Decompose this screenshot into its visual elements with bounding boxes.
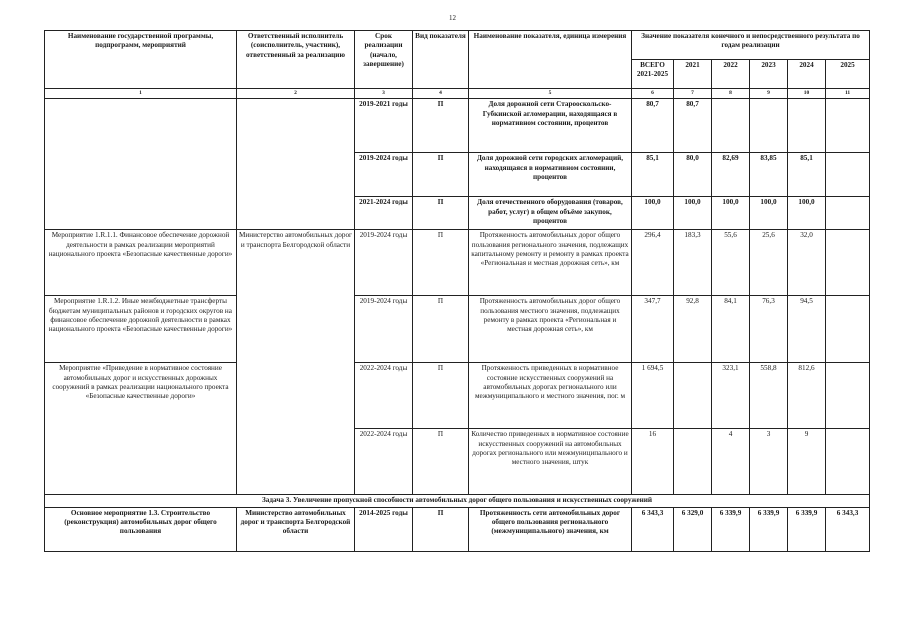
indicator-cell: Протяженность автомобильных дорог общего пользования регионального значения, подлежащих капитальному ремонту и ремонту в рамках проекта «Региональная и местная дорожная сеть», км [469, 230, 632, 296]
kind-cell: П [413, 507, 469, 551]
kind-cell: П [413, 230, 469, 296]
value-2025-cell [826, 153, 870, 197]
header-responsible: Ответственный исполнитель (соисполнитель, участник), ответственный за реализацию [237, 31, 355, 89]
value-2023-cell: 3 [750, 429, 788, 495]
kind-cell: П [413, 296, 469, 363]
kind-cell: П [413, 153, 469, 197]
column-numbers-row [45, 89, 870, 99]
header-2025: 2025 [826, 60, 870, 89]
value-2022-cell: 4 [712, 429, 750, 495]
value-2021-cell [674, 429, 712, 495]
header-2023: 2023 [750, 60, 788, 89]
value-2022-cell: 84,1 [712, 296, 750, 363]
term-cell: 2019-2024 годы [355, 230, 413, 296]
header-indicator: Наименование показателя, единица измерения [469, 31, 632, 89]
value-2025-cell [826, 429, 870, 495]
term-cell: 2019-2024 годы [355, 296, 413, 363]
task-row [45, 495, 870, 507]
table-row [45, 230, 870, 296]
value-2021-cell: 80,7 [674, 99, 712, 153]
total-cell: 16 [632, 429, 674, 495]
value-2023-cell: 6 339,9 [750, 507, 788, 551]
term-cell: 2019-2024 годы [355, 153, 413, 197]
kind-cell: П [413, 363, 469, 429]
total-cell: 296,4 [632, 230, 674, 296]
kind-cell: П [413, 197, 469, 230]
page-number: 12 [449, 14, 456, 22]
col-number: 9 [750, 89, 788, 99]
value-2025-cell [826, 230, 870, 296]
value-2025-cell [826, 296, 870, 363]
responsible-cell-empty [237, 99, 355, 230]
measure-name-cell: Мероприятие 1.R.1.2. Иные межбюджетные трансферты бюджетам муниципальных районов и городских округов на финансовое обеспечение дорожной деятельности в рамках национального проекта «Безопасные качественные дороги» [45, 296, 237, 363]
value-2021-cell: 6 329,0 [674, 507, 712, 551]
table-row [45, 99, 870, 153]
kind-cell: П [413, 429, 469, 495]
responsible-cell: Министерство автомобильных дорог и транспорта Белгородской области [237, 230, 355, 495]
value-2021-cell: 100,0 [674, 197, 712, 230]
total-cell: 80,7 [632, 99, 674, 153]
value-2023-cell: 76,3 [750, 296, 788, 363]
value-2021-cell: 183,3 [674, 230, 712, 296]
value-2024-cell: 812,6 [788, 363, 826, 429]
total-cell: 85,1 [632, 153, 674, 197]
col-number: 3 [355, 89, 413, 99]
value-2022-cell: 100,0 [712, 197, 750, 230]
kind-cell: П [413, 99, 469, 153]
value-2023-cell: 83,85 [750, 153, 788, 197]
col-number: 4 [413, 89, 469, 99]
col-number: 5 [469, 89, 632, 99]
total-cell: 347,7 [632, 296, 674, 363]
measure-name-cell: Мероприятие 1.R.1.1. Финансовое обеспечение дорожной деятельности в рамках реализации мероприятий национального проекта «Безопасные качественные дороги» [45, 230, 237, 296]
header-2022: 2022 [712, 60, 750, 89]
value-2024-cell: 94,5 [788, 296, 826, 363]
term-cell: 2021-2024 годы [355, 197, 413, 230]
value-2021-cell: 80,0 [674, 153, 712, 197]
value-2022-cell: 55,6 [712, 230, 750, 296]
total-cell: 6 343,3 [632, 507, 674, 551]
value-2022-cell: 6 339,9 [712, 507, 750, 551]
term-cell: 2014-2025 годы [355, 507, 413, 551]
main-measure-name-cell: Основное мероприятие 1.3. Строительство (реконструкция) автомобильных дорог общего пользования [45, 507, 237, 551]
indicator-cell: Доля дорожной сети городских агломераций, находящаяся в нормативном состоянии, процентов [469, 153, 632, 197]
indicator-cell: Протяженность автомобильных дорог общего пользования местного значения, подлежащих ремонту в рамках проекта «Региональная и местная дорожная сеть», км [469, 296, 632, 363]
col-number: 11 [826, 89, 870, 99]
value-2023-cell [750, 99, 788, 153]
header-total: ВСЕГО 2021-2025 [632, 60, 674, 89]
header-term: Срок реализации (начало, завершение) [355, 31, 413, 89]
value-2024-cell: 85,1 [788, 153, 826, 197]
indicator-cell: Доля дорожной сети Старооскольско-Губкинской агломерации, находящаяся в нормативном состоянии, процентов [469, 99, 632, 153]
value-2022-cell: 323,1 [712, 363, 750, 429]
value-2025-cell [826, 99, 870, 153]
header-2024: 2024 [788, 60, 826, 89]
table-row [45, 296, 870, 363]
value-2025-cell: 6 343,3 [826, 507, 870, 551]
col-number: 6 [632, 89, 674, 99]
indicator-cell: Протяженность приведенных в нормативное состояние искусственных сооружений на автомобильных дорогах регионального или межмуниципального и местного значения, пог. м [469, 363, 632, 429]
value-2024-cell: 6 339,9 [788, 507, 826, 551]
program-cell-empty [45, 99, 237, 230]
value-2024-cell: 32,0 [788, 230, 826, 296]
value-2022-cell [712, 99, 750, 153]
col-number: 7 [674, 89, 712, 99]
value-2025-cell [826, 197, 870, 230]
term-cell: 2022-2024 годы [355, 363, 413, 429]
value-2021-cell: 92,8 [674, 296, 712, 363]
header-2021: 2021 [674, 60, 712, 89]
total-cell: 100,0 [632, 197, 674, 230]
header-row [45, 31, 870, 60]
col-number: 1 [45, 89, 237, 99]
indicator-cell: Доля отечественного оборудования (товаров, работ, услуг) в общем объёме закупок, процентов [469, 197, 632, 230]
term-cell: 2022-2024 годы [355, 429, 413, 495]
total-cell: 1 694,5 [632, 363, 674, 429]
value-2022-cell: 82,69 [712, 153, 750, 197]
value-2021-cell [674, 363, 712, 429]
col-number: 8 [712, 89, 750, 99]
table-row [45, 507, 870, 551]
header-values-group: Значение показателя конечного и непосредственного результата по годам реализации [632, 31, 870, 60]
value-2023-cell: 558,8 [750, 363, 788, 429]
indicator-cell: Количество приведенных в нормативное состояние искусственных сооружений на автомобильных дорогах регионального или межмуниципального и местного значения, штук [469, 429, 632, 495]
header-program-name: Наименование государственной программы, подпрограмм, мероприятий [45, 31, 237, 89]
term-cell: 2019-2021 годы [355, 99, 413, 153]
value-2023-cell: 100,0 [750, 197, 788, 230]
value-2024-cell: 9 [788, 429, 826, 495]
program-table [44, 30, 870, 552]
value-2024-cell: 100,0 [788, 197, 826, 230]
value-2025-cell [826, 363, 870, 429]
value-2023-cell: 25,6 [750, 230, 788, 296]
responsible-cell: Министерство автомобильных дорог и транспорта Белгородской области [237, 507, 355, 551]
col-number: 10 [788, 89, 826, 99]
table-row [45, 363, 870, 429]
indicator-cell: Протяженность сети автомобильных дорог общего пользования регионального (межмуниципального) значения, км [469, 507, 632, 551]
value-2024-cell [788, 99, 826, 153]
col-number: 2 [237, 89, 355, 99]
header-kind: Вид показателя [413, 31, 469, 89]
measure-name-cell: Мероприятие «Приведение в нормативное состояние автомобильных дорог и искусственных дорожных сооружений в рамках реализации национального проекта «Безопасные качественные дороги» [45, 363, 237, 495]
task-3-heading: Задача 3. Увеличение пропускной способности автомобильных дорог общего пользования и искусственных сооружений [45, 495, 870, 507]
